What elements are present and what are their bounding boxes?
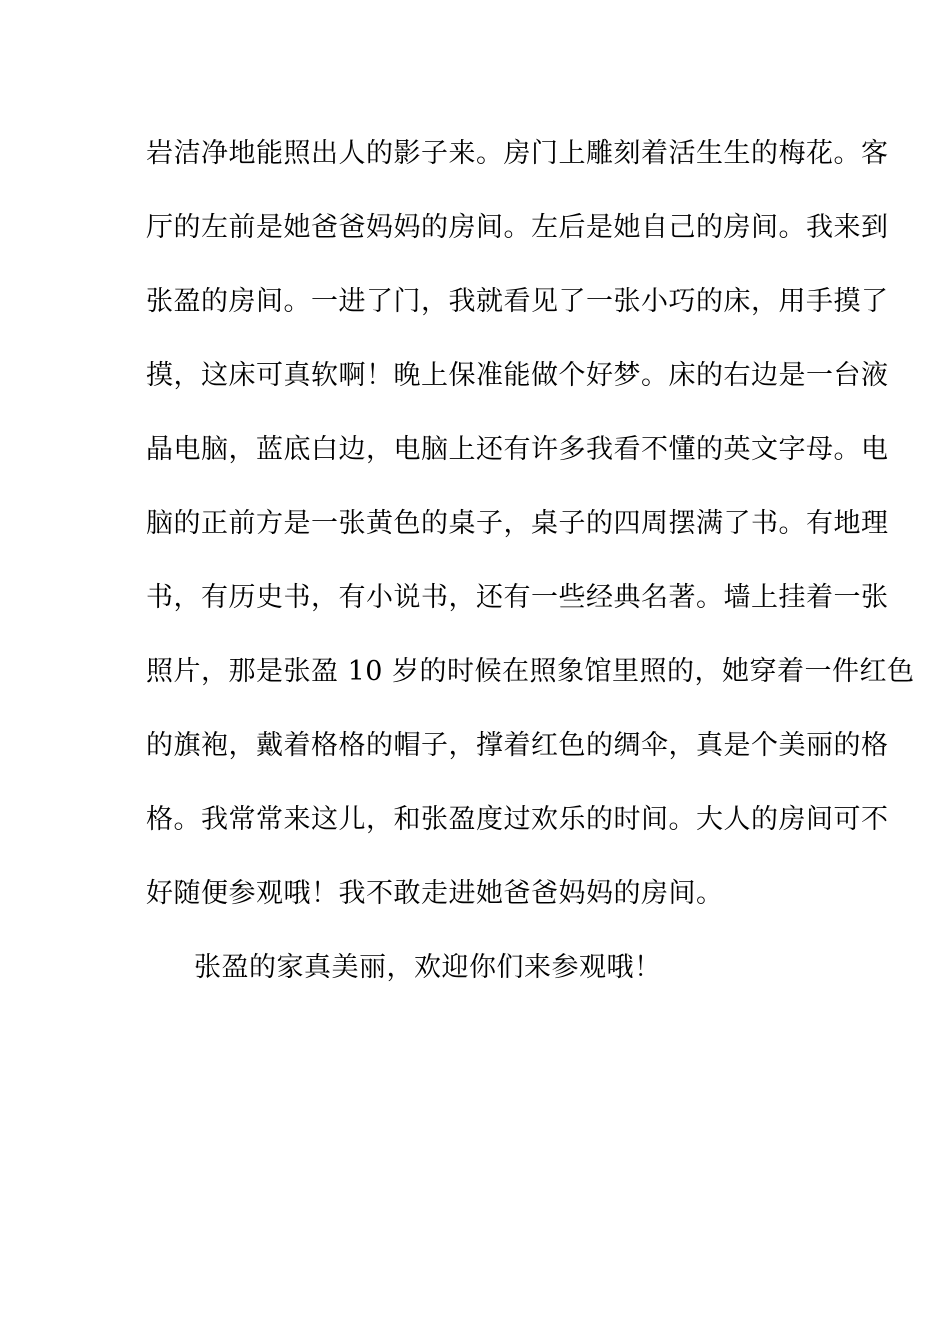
paragraph-line: 的旗袍，戴着格格的帽子，撑着红色的绸伞，真是个美丽的格	[146, 730, 889, 761]
paragraph-line: 厅的左前是她爸爸妈妈的房间。左后是她自己的房间。我来到	[146, 212, 889, 243]
paragraph-line: 照片，那是张盈 10 岁的时候在照象馆里照的，她穿着一件红色	[146, 656, 915, 687]
closing-paragraph-line: 张盈的家真美丽，欢迎你们来参观哦！	[194, 952, 662, 983]
paragraph-line: 格。我常常来这儿，和张盈度过欢乐的时间。大人的房间可不	[146, 804, 889, 835]
paragraph-line: 张盈的房间。一进了门，我就看见了一张小巧的床，用手摸了	[146, 286, 889, 317]
paragraph-line: 脑的正前方是一张黄色的桌子，桌子的四周摆满了书。有地理	[146, 508, 889, 539]
paragraph-line: 摸，这床可真软啊！晚上保准能做个好梦。床的右边是一台液	[146, 360, 889, 391]
paragraph-line: 好随便参观哦！我不敢走进她爸爸妈妈的房间。	[146, 878, 724, 909]
paragraph-line: 书，有历史书，有小说书，还有一些经典名著。墙上挂着一张	[146, 582, 889, 613]
paragraph-line: 晶电脑，蓝底白边，电脑上还有许多我看不懂的英文字母。电	[146, 434, 889, 465]
paragraph-line: 岩洁净地能照出人的影子来。房门上雕刻着活生生的梅花。客	[146, 138, 889, 169]
